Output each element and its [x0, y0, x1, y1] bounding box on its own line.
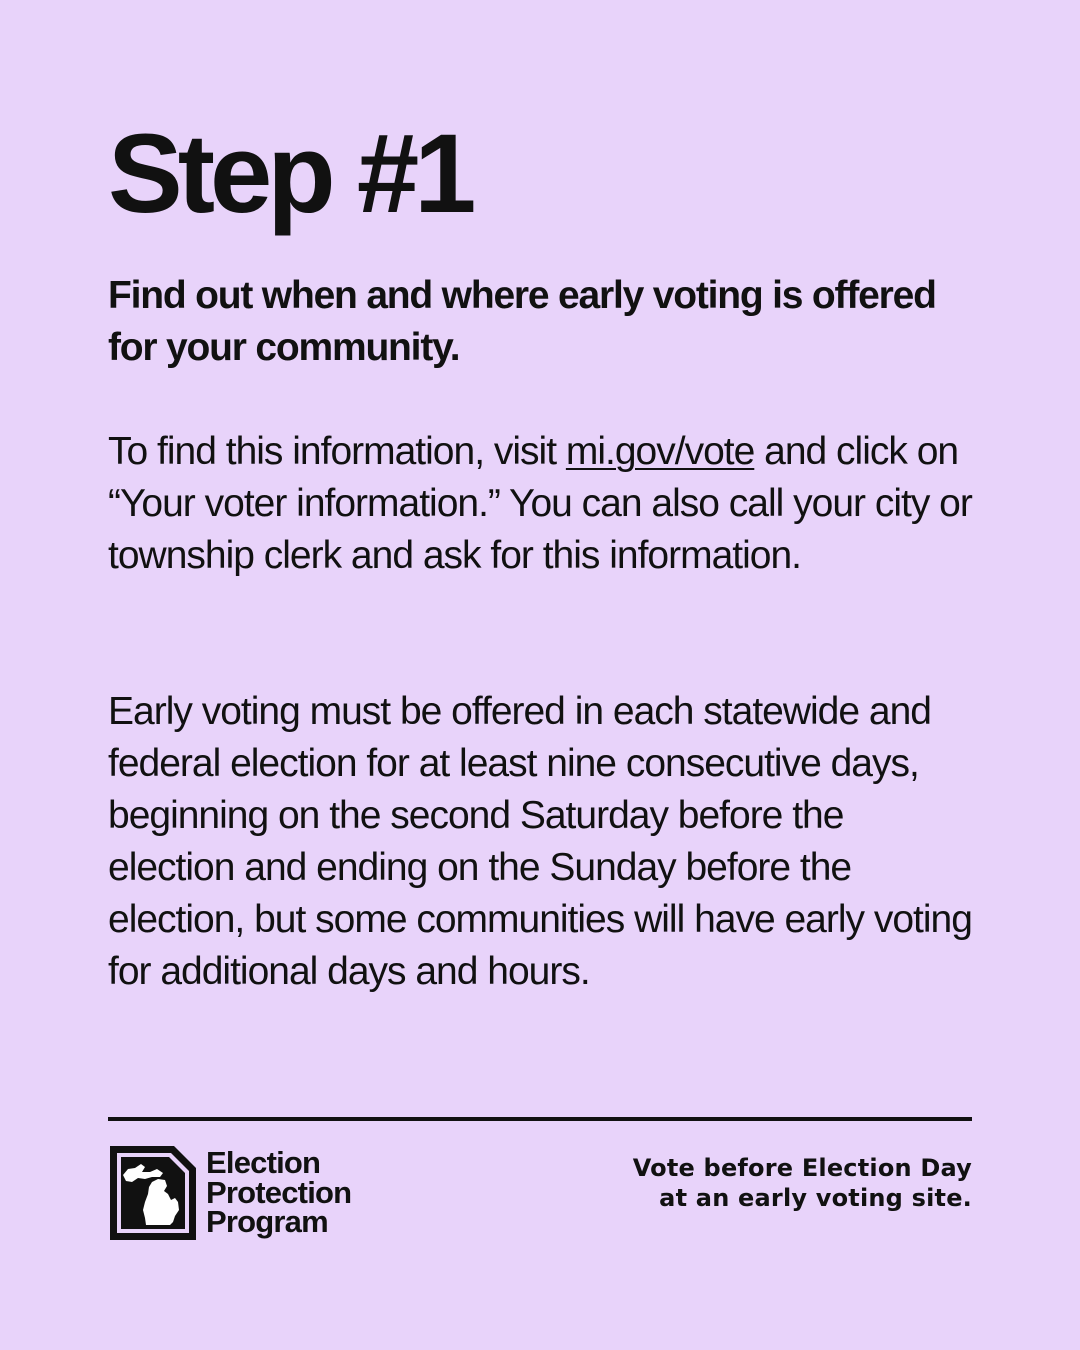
early-voting-paragraph: Early voting must be offered in each statewide and federal election for at least nine consecutive days, beginning on the second Saturday before the election and ending on the Sunday before the election, but some communities will have early voting for additional days and hours. [108, 690, 972, 993]
tagline-line-1: Vote before Election Day [632, 1154, 972, 1182]
logo-line-election: Election [206, 1145, 321, 1180]
michigan-map-icon [108, 1144, 198, 1242]
page-title: Step #1 [108, 111, 472, 236]
tagline-line-2: at an early voting site. [659, 1184, 972, 1212]
tagline [633, 1153, 972, 1213]
info-text-after-link: and click on “Your voter information.” You can also call your city or township clerk and ask for this information. [108, 430, 972, 577]
mi-gov-vote-link[interactable]: mi.gov/vote [565, 430, 755, 473]
info-paragraph [108, 426, 978, 582]
logo-wordmark [206, 1145, 352, 1239]
election-protection-logo [108, 1144, 351, 1242]
info-text-before-link: To find this information, visit [108, 430, 566, 473]
subheading: Find out when and where early voting is offered for your community. [108, 274, 936, 369]
logo-line-program: Program [206, 1204, 328, 1239]
divider [108, 1117, 972, 1121]
logo-line-protection: Protection [206, 1174, 352, 1210]
